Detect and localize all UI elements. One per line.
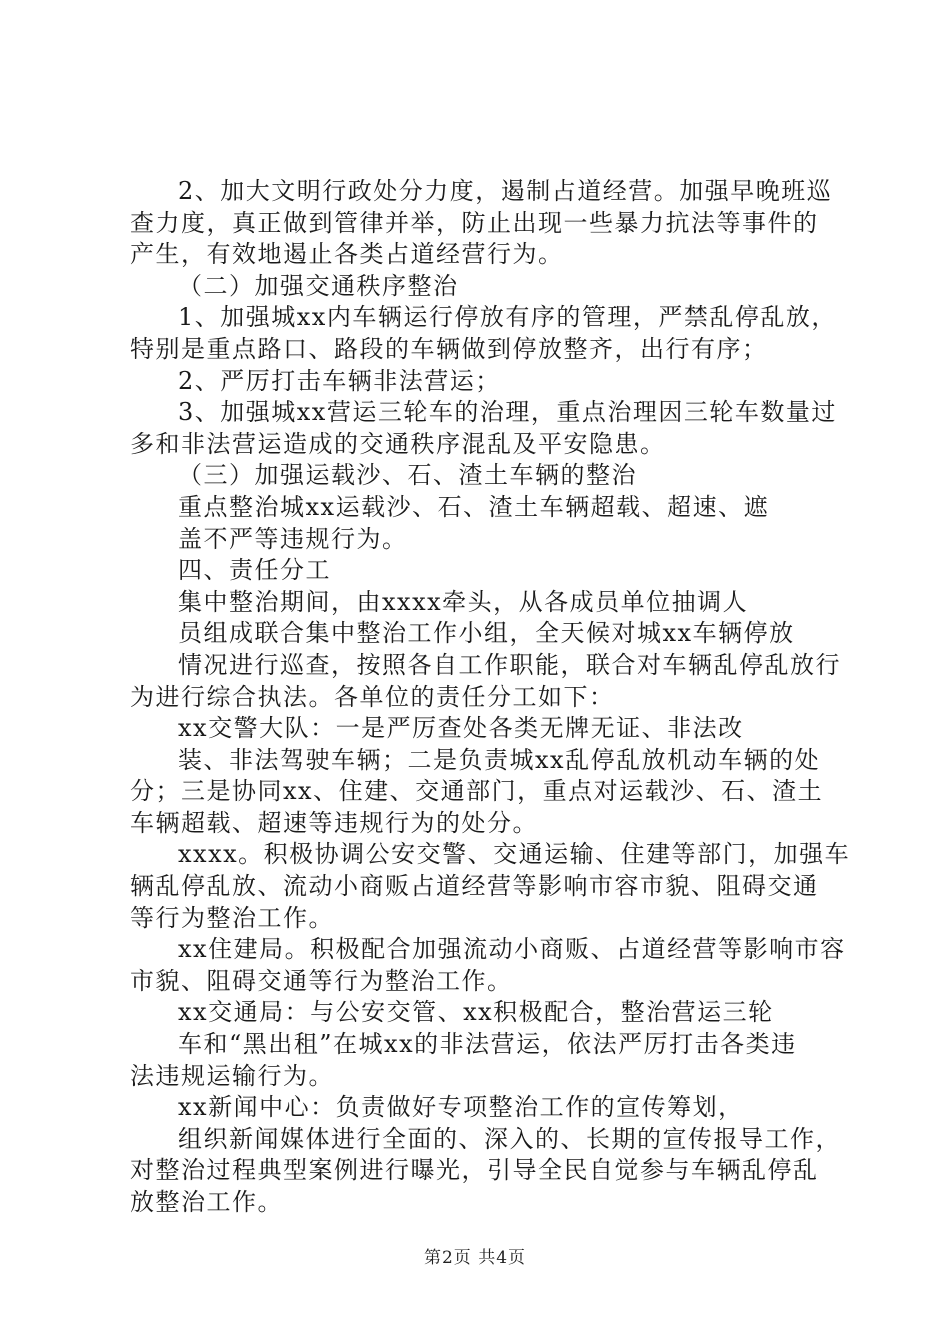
text-line: 车和“黑出租”在城xx的非法营运，依法严厉打击各类违 bbox=[178, 1030, 797, 1059]
text-line: 1、加强城xx内车辆运行停放有序的管理，严禁乱停乱放， bbox=[178, 303, 837, 332]
text-line: （三）加强运载沙、石、渣土车辆的整治 bbox=[178, 461, 637, 490]
text-line: 对整治过程典型案例进行曝光，引导全民自觉参与车辆乱停乱 bbox=[130, 1156, 819, 1185]
text-line: 装、非法驾驶车辆；二是负责城xx乱停乱放机动车辆的处 bbox=[178, 745, 821, 774]
text-line: 2、加大文明行政处分力度，遏制占道经营。加强早晚班巡 bbox=[178, 177, 833, 205]
text-line: 放整治工作。 bbox=[130, 1188, 283, 1216]
text-line: 组织新闻媒体进行全面的、深入的、长期的宣传报导工作， bbox=[178, 1124, 841, 1153]
text-line: 特别是重点路口、路段的车辆做到停放整齐，出行有序； bbox=[130, 334, 768, 363]
text-line: 3、加强城xx营运三轮车的治理，重点治理因三轮车数量过 bbox=[178, 398, 837, 427]
text-line: 员组成联合集中整治工作小组，全天候对城xx车辆停放 bbox=[178, 619, 795, 648]
document-body bbox=[130, 176, 851, 1219]
text-line: （二）加强交通秩序整治 bbox=[178, 271, 459, 300]
text-line: 多和非法营运造成的交通秩序混乱及平安隐患。 bbox=[130, 429, 666, 458]
text-line: xx住建局。积极配合加强流动小商贩、占道经营等影响市容 bbox=[178, 935, 846, 964]
text-line: 市貌、阻碍交通等行为整治工作。 bbox=[130, 966, 513, 995]
text-line: 车辆超载、超速等违规行为的处分。 bbox=[130, 808, 538, 837]
text-line: 分；三是协同xx、住建、交通部门，重点对运载沙、石、渣土 bbox=[130, 777, 824, 806]
text-line: xx交警大队：一是严厉查处各类无牌无证、非法改 bbox=[178, 714, 744, 743]
text-line: 2、严厉打击车辆非法营运； bbox=[178, 366, 501, 395]
text-line: 四、责任分工 bbox=[178, 556, 331, 585]
text-line: 集中整治期间，由xxxx牵头，从各成员单位抽调人 bbox=[178, 587, 749, 616]
text-line: 产生，有效地遏止各类占道经营行为。 bbox=[130, 240, 564, 269]
text-line: 盖不严等违规行为。 bbox=[178, 524, 408, 553]
text-line: 重点整治城xx运载沙、石、渣土车辆超载、超速、遮 bbox=[178, 492, 770, 521]
text-line: 辆乱停乱放、流动小商贩占道经营等影响市容市貌、阻碍交通 bbox=[130, 872, 819, 901]
text-line: xx交通局：与公安交管、xx积极配合，整治营运三轮 bbox=[178, 998, 774, 1027]
text-line: 情况进行巡查，按照各自工作职能，联合对车辆乱停乱放行 bbox=[178, 650, 841, 679]
text-line: 查力度，真正做到管律并举，防止出现一些暴力抗法等事件的 bbox=[130, 208, 819, 237]
text-line: 等行为整治工作。 bbox=[130, 903, 334, 932]
page-footer: 第2页 共4页 bbox=[423, 1248, 527, 1268]
text-line: 为进行综合执法。各单位的责任分工如下： bbox=[130, 682, 615, 711]
text-line: 法违规运输行为。 bbox=[130, 1061, 334, 1090]
text-line: xx新闻中心：负责做好专项整治工作的宣传筹划， bbox=[178, 1093, 744, 1122]
text-line: xxxx。积极协调公安交警、交通运输、住建等部门，加强车 bbox=[178, 840, 851, 869]
